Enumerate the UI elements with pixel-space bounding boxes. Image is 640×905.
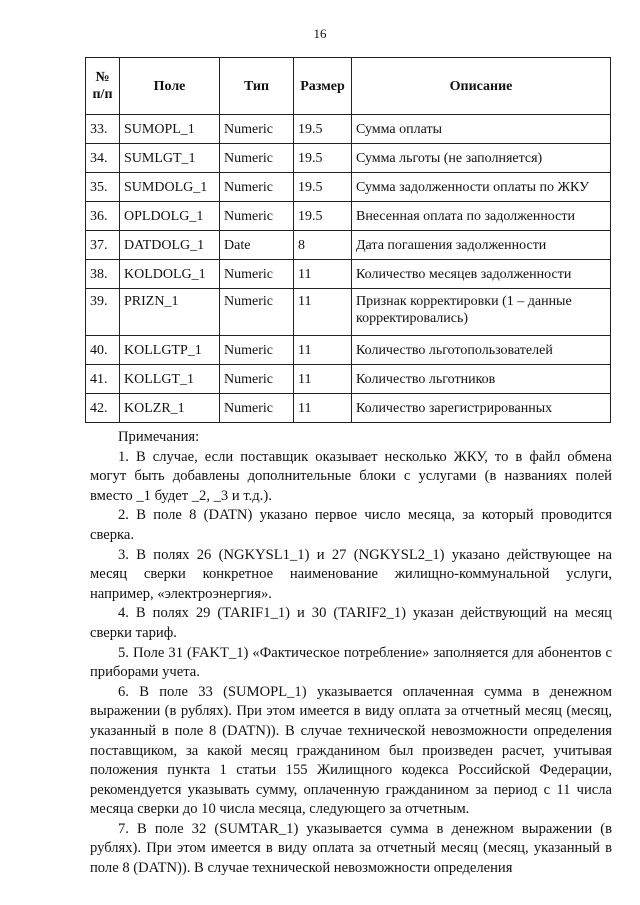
table-row [86, 289, 611, 336]
cell-num: 39. [86, 289, 120, 336]
cell-size: 11 [294, 365, 352, 394]
note-item: 4. В полях 29 (TARIF1_1) и 30 (TARIF2_1) указан действующий на месяц сверки тариф. [90, 605, 612, 641]
cell-description: Дата погашения задолженности [352, 231, 611, 260]
cell-type: Numeric [220, 336, 294, 365]
cell-size: 11 [294, 289, 352, 336]
notes-heading: Примечания: [118, 429, 200, 445]
cell-description: Количество месяцев задолженности [352, 260, 611, 289]
header-type: Тип [220, 58, 294, 115]
table-row [86, 260, 611, 289]
header-num: № п/п [86, 58, 120, 115]
table-row [86, 144, 611, 173]
table-row [86, 394, 611, 423]
cell-type: Numeric [220, 260, 294, 289]
cell-type: Numeric [220, 115, 294, 144]
cell-size: 19.5 [294, 173, 352, 202]
cell-type: Numeric [220, 365, 294, 394]
table-row [86, 336, 611, 365]
notes-list [90, 448, 612, 879]
cell-field: KOLLGT_1 [120, 365, 220, 394]
header-size: Размер [294, 58, 352, 115]
header-field: Поле [120, 58, 220, 115]
table-row [86, 365, 611, 394]
cell-description: Признак корректировки (1 – данные корректировались) [352, 289, 611, 336]
table-row [86, 202, 611, 231]
cell-field: SUMDOLG_1 [120, 173, 220, 202]
cell-num: 37. [86, 231, 120, 260]
table-row [86, 115, 611, 144]
cell-num: 33. [86, 115, 120, 144]
cell-description: Количество зарегистрированных [352, 394, 611, 423]
cell-description: Количество льготопользователей [352, 336, 611, 365]
cell-field: KOLDOLG_1 [120, 260, 220, 289]
cell-num: 35. [86, 173, 120, 202]
cell-field: DATDOLG_1 [120, 231, 220, 260]
cell-size: 19.5 [294, 144, 352, 173]
cell-size: 11 [294, 336, 352, 365]
cell-num: 41. [86, 365, 120, 394]
note-item: 3. В полях 26 (NGKYSL1_1) и 27 (NGKYSL2_1) указано действующее на месяц сверки конкретное наименование жилищно-коммунальной услуги, например, «электроэнергия». [90, 546, 612, 602]
cell-num: 42. [86, 394, 120, 423]
cell-field: SUMLGT_1 [120, 144, 220, 173]
cell-size: 8 [294, 231, 352, 260]
cell-type: Numeric [220, 394, 294, 423]
page-number: 16 [313, 26, 327, 41]
note-item: 5. Поле 31 (FAKT_1) «Фактическое потребление» заполняется для абонентов с приборами учета. [90, 644, 612, 681]
cell-type: Numeric [220, 173, 294, 202]
note-item: 1. В случае, если поставщик оказывает несколько ЖКУ, то в файл обмена могут быть добавлены дополнительные блоки с услугами (в названиях полей вместо _1 будет _2, _3 и т.д.). [90, 448, 612, 504]
cell-description: Сумма оплаты [352, 115, 611, 144]
cell-description: Сумма задолженности оплаты по ЖКУ [352, 173, 611, 202]
cell-field: OPLDOLG_1 [120, 202, 220, 231]
table-body [86, 115, 611, 423]
cell-type: Numeric [220, 144, 294, 173]
cell-field: SUMOPL_1 [120, 115, 220, 144]
fields-table [85, 57, 611, 423]
cell-description: Количество льготников [352, 365, 611, 394]
table-row [86, 231, 611, 260]
cell-num: 38. [86, 260, 120, 289]
note-item: 6. В поле 33 (SUMOPL_1) указывается оплаченная сумма в денежном выражении (в рублях). При этом имеется в виду оплата за отчетный месяц (месяц, указанный в поле 8 (DATN)). В случае технической невозможности определения поставщиком, за какой месяц гражданином был произведен расчет, учитывая положения пункта 1 статьи 155 Жилищного кодекса Российской Федерации, рекомендуется указывать сумму, оплаченную гражданином за период с 11 числа месяца сверки до 10 числа месяца, следующего за отчетным. [90, 683, 612, 818]
cell-size: 19.5 [294, 202, 352, 231]
header-description: Описание [352, 58, 611, 115]
cell-num: 36. [86, 202, 120, 231]
cell-size: 11 [294, 260, 352, 289]
cell-size: 11 [294, 394, 352, 423]
table-header-row [86, 58, 611, 115]
note-item: 7. В поле 32 (SUMTAR_1) указывается сумма в денежном выражении (в рублях). При этом имеется в виду оплата за отчетный месяц (месяц, указанный в поле 8 (DATN)). В случае технической невозможности определения [90, 820, 612, 877]
cell-num: 34. [86, 144, 120, 173]
cell-field: PRIZN_1 [120, 289, 220, 336]
cell-size: 19.5 [294, 115, 352, 144]
cell-type: Numeric [220, 202, 294, 231]
note-item: 2. В поле 8 (DATN) указано первое число месяца, за который проводится сверка. [90, 507, 612, 543]
cell-field: KOLLGTP_1 [120, 336, 220, 365]
cell-description: Внесенная оплата по задолженности [352, 202, 611, 231]
cell-type: Date [220, 231, 294, 260]
table-row [86, 173, 611, 202]
cell-description: Сумма льготы (не заполняется) [352, 144, 611, 173]
cell-num: 40. [86, 336, 120, 365]
cell-type: Numeric [220, 289, 294, 336]
notes-section [90, 428, 612, 879]
cell-field: KOLZR_1 [120, 394, 220, 423]
